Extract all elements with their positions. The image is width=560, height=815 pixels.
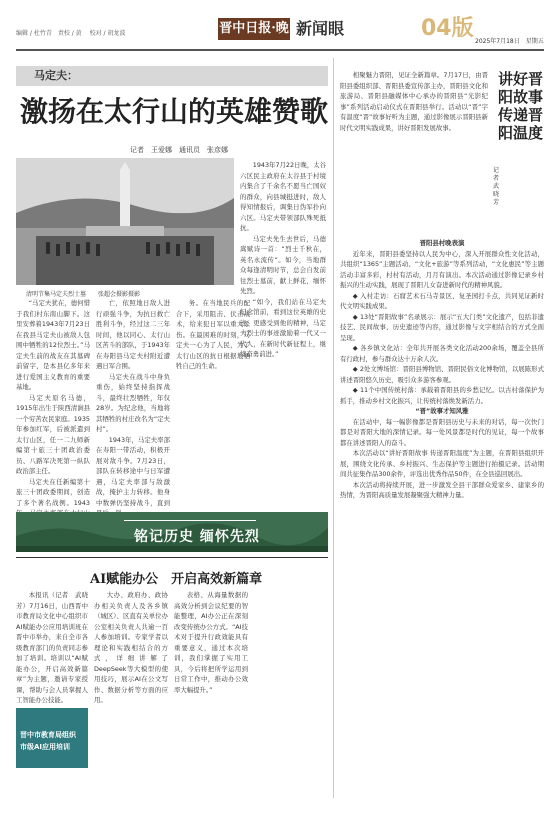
memorial-photo	[16, 158, 234, 285]
paragraph: 1943年7月22日晚，太谷六区民主政府在太谷县于村境内集合了千余名不愿当亡国奴的群众，向县城挺进时，敌人得知情报后，调集日伪军扑向六区。马定夫带领部队殊死抵抗。	[240, 161, 326, 232]
photo-text-line1: 晋中市教育局组织	[20, 731, 76, 739]
side-subheading: 晋阳县村晚表演	[419, 239, 465, 247]
masthead-section: 新闻眼	[296, 19, 345, 38]
bullet-item: ◆ 各乡镇文化站：全年共开展各类文化活动200余场，覆盖全县所有行政村，参与群众达十万余人次。	[340, 344, 544, 363]
photo-text-line2: 市级AI应用培训	[20, 743, 71, 751]
side-headline: 讲好晋阳故事 传递晋阳温度	[498, 70, 544, 142]
side-subheading: “晋”故事才知风雅	[415, 407, 469, 415]
paragraph: 本次活动将持续开展，进一步激发全县干部群众爱家乡、建家乡的热情，为晋阳高质量发展凝聚强大精神力量。	[340, 480, 544, 499]
paragraph: 马定夫在战斗中身负重伤，始终坚持指挥战斗，最终壮烈牺牲，年仅28岁。为纪念他，当地将其牺牲的村庄改名为“定夫村”。	[96, 372, 170, 433]
bullet-item: ◆ 2处文博场馆：晋阳县博物馆、晋阳民俗文化博物馆，以展陈形式讲述晋阳悠久历史，吸引众多游客参观。	[340, 365, 544, 384]
bullet-item: ◆ 13处“晋阳故事”名录展示：展示“五大门类”文化遗产，包括非遗技艺、民间故事、历史遗迹等内容，通过影像与文字相结合的方式全面呈现。	[340, 312, 544, 342]
remembrance-banner	[16, 512, 328, 552]
banner-title: 铭记历史 缅怀先烈	[134, 529, 260, 545]
ai-training-photo	[16, 708, 88, 768]
side-body	[340, 238, 544, 798]
section-tag-bar	[16, 58, 328, 88]
paragraph: 相聚魅力晋阳，见证全新篇章。7月17日，由晋阳县委组织部、晋阳县委宣传部主办，晋阳县文化和旅游局、晋阳县融媒体中心承办的晋阳县“光影纪事”系列活动启动仪式在晋阳县举行。活动以“晋”字有温度“晋”故事好听为主题，通过影像展示晋阳县新时代文明实践成果，讲好晋阳发展故事。	[340, 71, 488, 132]
ai-column-1	[16, 590, 88, 705]
paragraph: 务。在当地民兵的配合下，采用阻击、伏击战术，给来犯日军以重大杀伤。在最困难的时刻，马定夫一心为了人民，为了太行山区的抗日根据地牺牲自己的生命。	[176, 299, 250, 370]
paragraph: 马定夫先生去世后，马德嵩赋诗一首：“烈士千秋在，英名永流传”。如今，当地群众每逢清明时节，总会自发前往烈士墓前，献上鲜花，缅怀先烈。	[240, 234, 326, 295]
edition-number: 04版	[421, 16, 474, 41]
paragraph: “如今，我们站在马定夫纪念馆前，看到这位英雄的史迹，更感受到他的精神，马定夫烈士的事迹激励着一代又一代人，在新时代新征程上，继续奋勇前进。”	[240, 297, 326, 358]
photo-caption: 清明节集马定夫烈士墓 张超会摄影摄影	[26, 291, 141, 298]
paragraph: 马定夫在任新编第十旅三十团政委期间，创造了多个著名战例。1943	[16, 477, 90, 507]
story-separator	[16, 557, 328, 558]
paragraph: 亡，依照地日敌人进行顽强斗争，为抗日救亡胜利斗争，经过这二三年时间，他以同心、太行山区苦斗的部队，于1943年在寿阳县马定夫村附近遭遇日军合围。	[96, 299, 170, 370]
header-rule	[16, 49, 544, 51]
paragraph: 马定夫原名马德，1915年出生于陕西清涧县一个穷苦农民家庭。1935年参加红军，后被派遣到太行山区，任一二九师新编第十旅三十团政治委员、八路军决死第一纵队政治部主任。	[16, 393, 90, 475]
section-tag: 马定夫：	[34, 69, 78, 82]
paragraph: 表格、从海量数据的高效分析到会议纪要的智能整理，AI办公正在深刻改变传统办公方式。“AI技术对于提升行政效能具有重要意义，通过本次培训，我们掌握了实用工具，今后将把所学运用到日常工作中，推动办公效率大幅提升。”	[174, 591, 248, 694]
side-byline: 记者 武晓芳	[493, 167, 500, 206]
feature-byline: 记者 王爱娜 通讯员 张彦娜	[130, 146, 228, 154]
edition-date: 2025年7月18日 星期五	[475, 38, 544, 45]
bullet-item: ◆ 11个中国传统村落：承载着晋阳县的乡愁记忆。以古村落保护为抓手，推动乡村文化振兴，让传统村落焕发新活力。	[340, 386, 544, 405]
masthead-logo: 晋中日报·晚	[218, 18, 290, 40]
feature-headline: 激扬在太行山的英雄赞歌	[20, 95, 329, 128]
paragraph: 在活动中，每一幅影像都是晋阳县历史与未来的对话，每一次快门都是对晋阳大地的深情记录。每一处风景都是时代的见证，每一个故事都在讲述晋阳人的奋斗。	[340, 417, 544, 447]
paragraph: 本次活动以“讲好晋阳故事 传递晋阳温度”为主题，在晋阳县组织开展，围绕文化传承、乡村振兴、生态保护等主题进行拍摄记录。活动期间共征集作品300余件，评选出优秀作品50件，在全县巡回展出。	[340, 449, 544, 478]
feature-column-4	[240, 160, 326, 508]
column-divider	[333, 58, 334, 798]
ai-headline: AI赋能办公 开启高效新篇章	[90, 572, 263, 587]
paragraph: 本报讯（记者 武晓芳）7月16日，山西晋中市教育局文化中心组织市AI赋能办公应用培训班在晋中市举办，来自全市各级教育部门的负责同志参加了培训。培训以“AI赋能办公，开启高效新篇章”为主题，邀请专家授课，帮助与会人员掌握人工智能办公技能。	[16, 591, 88, 704]
ai-column-3	[174, 590, 248, 800]
bullet-item: ◆ 入村走访：石窟艺术石马寺景区、复圣园打卡点，共同见证新时代文明实践成果。	[340, 291, 544, 310]
ai-column-2	[94, 590, 168, 800]
page-header	[0, 0, 560, 50]
feature-column-2	[96, 298, 170, 508]
paragraph: 1943年，马定夫率部在寿阳一带活动，积极开展对敌斗争。7月23日，部队在转移途中与日军遭遇，马定夫率部与敌激战，掩护主力转移。他身中数弹仍坚持战斗，直到	[96, 435, 170, 507]
side-intro	[340, 70, 488, 230]
paragraph: “马定夫犹在，德何惜于我们村东南山脚下。这里安葬着1943年7月23日在我县马定夫山被敌人包围中牺牲的12位烈士。”马定夫生前的战友在其墓碑前留字，是本县亿多年来进行爱国主义教育的重要基地。	[16, 299, 90, 391]
editor-meta: 编辑 / 杜竹青 责校 / 黄 校对 / 胡龙波	[16, 30, 126, 37]
feature-column-1	[16, 298, 90, 508]
feature-column-3	[176, 298, 250, 508]
paragraph: 近年来，晋阳县委坚持以人民为中心，深入开展群众性文化活动，共组织“1365”主题活动、“文化+旅游”等系列活动，“文化惠民”等主题活动丰富多彩，村村有活动，月月有演出。本次活动通过影像记录乡村振兴的生动实践，展现了晋阳儿女奋进新时代的精神风貌。	[340, 249, 544, 289]
paragraph: 大办、政府办、政协办相关负责人及各乡镇（城区）、区直有关单位办公室相关负责人共逾一百人参加培训。专家学者以理论和实践相结合的方式，详细讲解了DeepSeek等大模型的使用技巧，展示AI在公文写作、数据分析等方面的应用。	[94, 591, 168, 704]
